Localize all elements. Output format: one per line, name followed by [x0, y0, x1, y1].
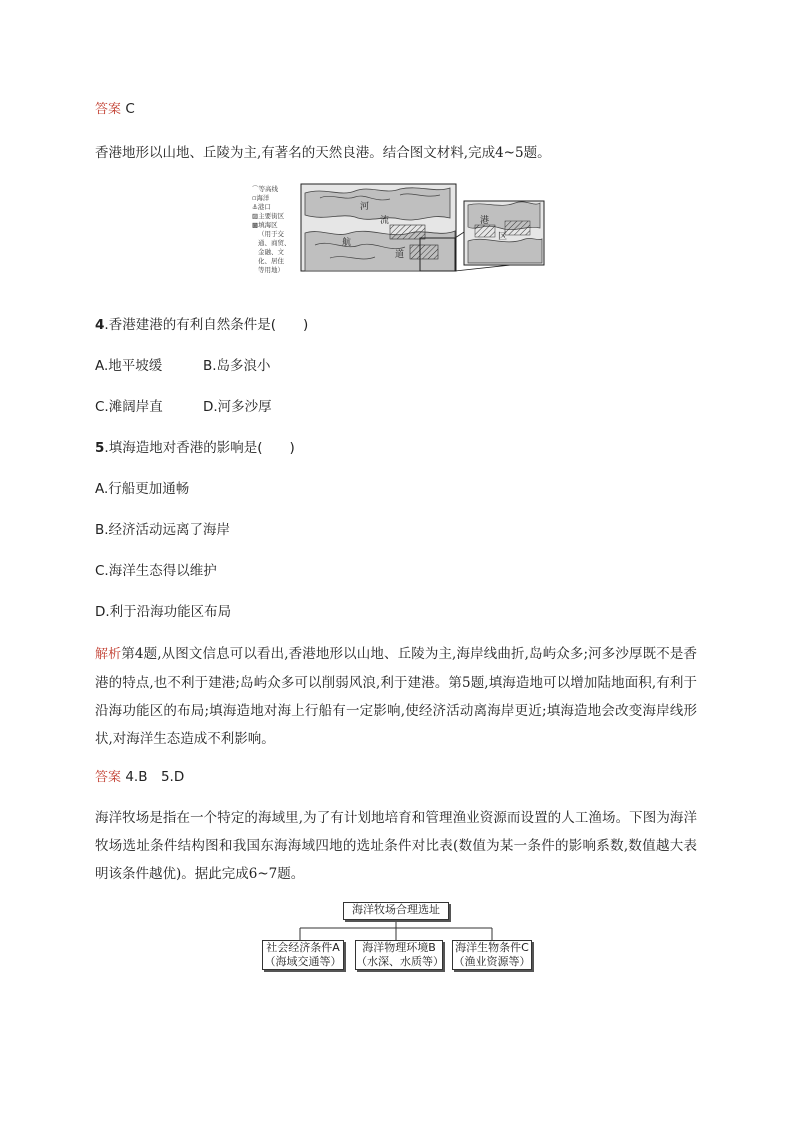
- legend-item-sea: ▫海洋: [252, 194, 270, 202]
- question-5-option-c: C.海洋生态得以维护: [95, 563, 217, 579]
- question-5-option-b: B.经济活动远离了海岸: [95, 522, 231, 538]
- question-4-option-c: C.滩阔岸直: [95, 399, 163, 415]
- map-label-river-1: 河: [360, 202, 370, 212]
- intro-paragraph-2: 海洋牧场是指在一个特定的海域里,为了有计划地培育和管理渔业资源而设置的人工渔场。下图为海洋牧场选址条件结构图和我国东海海域四地的选址条件对比表(数值为某一条件的影响系数,数值越大表明该条件越优)。据此完成6~7题。: [95, 810, 697, 882]
- question-5-option-d: D.利于沿海功能区布局: [95, 604, 232, 620]
- question-4-option-b: B.岛多浪小: [203, 358, 271, 374]
- question-5-option-a: A.行船更加通畅: [95, 481, 190, 497]
- map-label-river-2: 流: [380, 216, 390, 226]
- hong-kong-map-figure: [252, 183, 546, 293]
- legend-note: （用于交 通、商贸、 金融、文 化、居住 等用地）: [258, 230, 291, 274]
- legend-item-reclaim: ▩填海区: [252, 221, 278, 229]
- question-4-option-d: D.河多沙厚: [203, 399, 272, 415]
- legend-item-contour: ⌒等高线: [252, 185, 278, 193]
- answer-line-1: [95, 96, 135, 123]
- map-graphic: [300, 183, 546, 293]
- answer-value-2: 4.B 5.D: [125, 769, 185, 785]
- map-label-dao: 道: [395, 250, 405, 260]
- map-label-inset-1: 港: [480, 216, 490, 226]
- map-legend: [252, 185, 300, 275]
- diagram-box-c: 海洋生物条件C （渔业资源等）: [453, 941, 531, 968]
- legend-item-street: ▨主要街区: [252, 212, 285, 220]
- diagram-box-b: 海洋物理环境B （水深、水质等）: [356, 941, 444, 968]
- legend-item-port: ⚓港口: [252, 203, 271, 211]
- answer-value: C: [125, 101, 135, 117]
- question-4-option-a: A.地平坡缓: [95, 358, 163, 374]
- question-4-stem: 4.香港建港的有利自然条件是( ): [95, 317, 309, 333]
- map-label-inset-2: 区: [498, 232, 508, 242]
- analysis-paragraph: [95, 640, 697, 753]
- diagram-root-box: 海洋牧场合理选址: [343, 902, 449, 920]
- answer-label-2: 答案: [95, 770, 122, 785]
- map-label-hang: 航: [342, 238, 352, 248]
- diagram-box-a: 社会经济条件A （海域交通等）: [262, 940, 344, 970]
- analysis-label: 解析: [95, 647, 122, 662]
- answer-label: 答案: [95, 102, 122, 117]
- intro-paragraph-1: 香港地形以山地、丘陵为主,有著名的天然良港。结合图文材料,完成4~5题。: [95, 145, 551, 161]
- analysis-text: 第4题,从图文信息可以看出,香港地形以山地、丘陵为主,海岸线曲折,岛屿众多;河多沙厚既不是香港的特点,也不利于建港;岛屿众多可以削弱风浪,利于建港。第5题,填海造地可以增加陆地面积,有利于沿海功能区的布局;填海造地对海上行船有一定影响,使经济活动离海岸更近;填海造地会改变海岸线形状,对海洋生态造成不利影响。: [95, 646, 697, 747]
- question-5-stem: 5.填海造地对香港的影响是( ): [95, 440, 295, 456]
- answer-line-2: [95, 764, 184, 791]
